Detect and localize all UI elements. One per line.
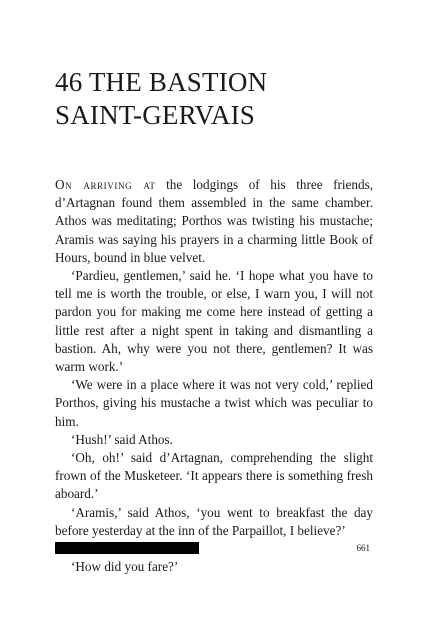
paragraph-6: ‘Aramis,’ said Athos, ‘you went to breakfast the day before yesterday at the inn of the Parpaillot, I believe?’ — [55, 504, 373, 538]
chapter-title-line-2: SAINT-GERVAIS — [55, 100, 255, 130]
paragraph-lead-in: On arriving at — [55, 177, 156, 192]
paragraph-8: ‘How did you fare?’ — [71, 559, 179, 575]
footer-bar — [55, 542, 199, 554]
paragraph-5: ‘Oh, oh!’ said d’Artagnan, comprehending the slight frown of the Musketeer. ‘It appears there is something fresh aboard.’ — [55, 450, 373, 502]
page-number: 661 — [356, 543, 370, 553]
paragraph-4: ‘Hush!’ said Athos. — [71, 431, 173, 447]
paragraph-3: ‘We were in a place where it was not very cold,’ replied Porthos, giving his mustache a twist which was peculiar to him. — [55, 377, 373, 429]
paragraph-1 — [55, 176, 373, 267]
chapter-body — [55, 176, 373, 576]
paragraph-2: ‘Pardieu, gentlemen,’ said he. ‘I hope what you have to tell me is worth the trouble, or else, I warn you, I will not pardon you for making me come here instead of getting a little rest after a night spent in taking and dismantling a bastion. Ah, why were you not there, gentlemen? It was warm work.’ — [55, 268, 373, 375]
chapter-title — [55, 66, 375, 132]
paragraph-1-text: the lodgings of his three friends, d’Artagnan found them assembled in the same chamber. Athos was meditating; Porthos was twisting his mustache; Aramis was saying his prayers in a charming little Book of Hours, bound in blue velvet. — [55, 177, 374, 265]
chapter-title-line-1: 46 THE BASTION — [55, 67, 268, 97]
